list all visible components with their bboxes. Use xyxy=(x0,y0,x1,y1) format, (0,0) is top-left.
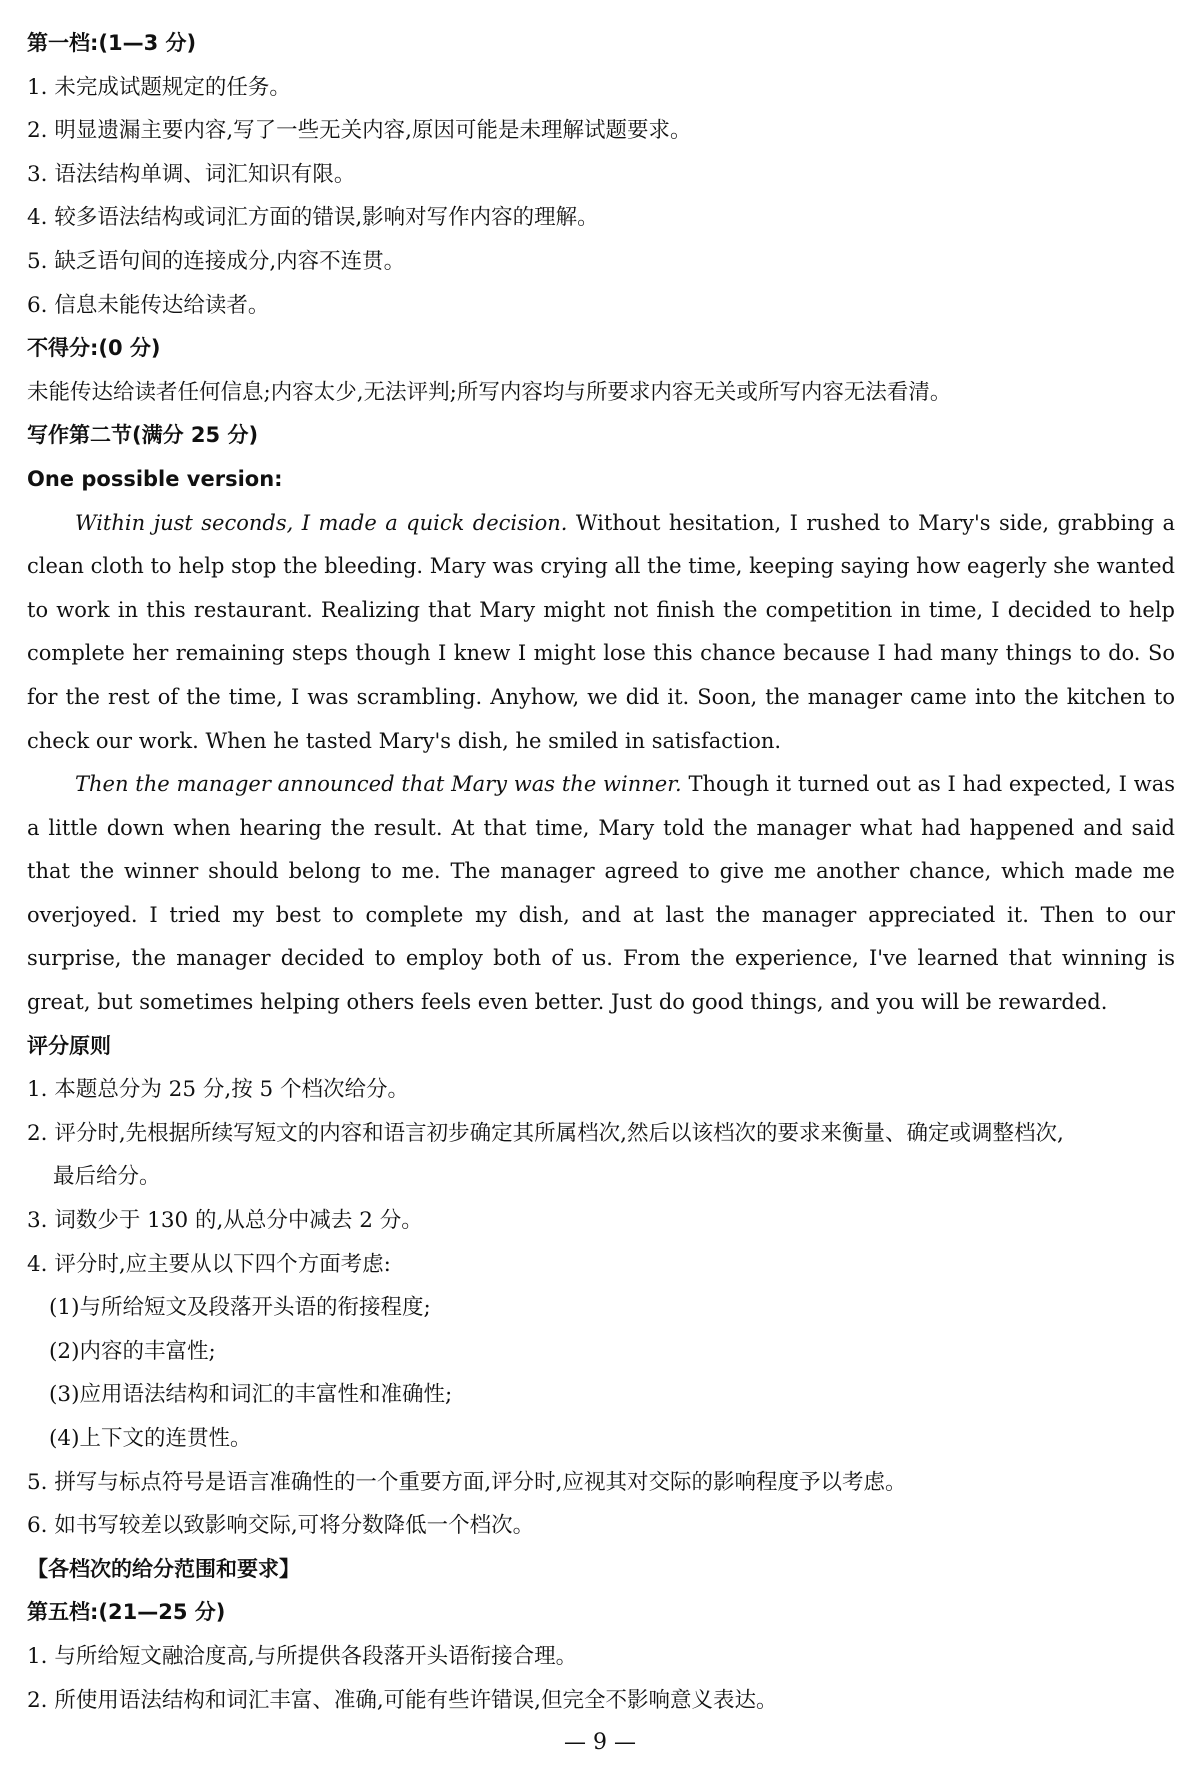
level1-heading: 第一档:(1—3 分) xyxy=(27,31,197,55)
principle-item: 5. 拼写与标点符号是语言准确性的一个重要方面,评分时,应视其对交际的影响程度予以考虑。 xyxy=(27,1469,907,1495)
principle-item: 6. 如书写较差以致影响交际,可将分数降低一个档次。 xyxy=(27,1513,535,1539)
level1-item: 2. 明显遗漏主要内容,写了一些无关内容,原因可能是未理解试题要求。 xyxy=(27,118,692,144)
sub-point: (1)与所给短文及段落开头语的衔接程度; xyxy=(49,1295,431,1321)
paragraph-2-lead: Then the manager announced that Mary was the winner. xyxy=(75,772,682,797)
sub-point: (4)上下文的连贯性。 xyxy=(49,1426,252,1451)
zero-text: 未能传达给读者任何信息;内容太少,无法评判;所写内容均与所要求内容无关或所写内容无法看清。 xyxy=(27,379,952,405)
page-number: — 9 — xyxy=(564,1730,636,1755)
paragraph-2-body: Though it turned out as I had expected, I was a little down when hearing the result. At that time, Mary told the manager what had happened and said that the winner should belong to me. The manager agreed to give me another chance, which made me overjoyed. I tried my best to complete my dish, and at last the manager appreciated it. Then to our surprise, the manager decided to employ both of us. From the experience, I've learned that winning is great, but sometimes helping others feels even better. Just do good things, and you will be rewarded. xyxy=(27,772,1175,1015)
principles-heading: 评分原则 xyxy=(27,1033,111,1058)
principle-item: 4. 评分时,应主要从以下四个方面考虑: xyxy=(27,1251,391,1277)
level1-item: 5. 缺乏语句间的连接成分,内容不连贯。 xyxy=(27,248,406,274)
level1-item: 1. 未完成试题规定的任务。 xyxy=(27,74,291,100)
sub-point: (3)应用语法结构和词汇的丰富性和准确性; xyxy=(49,1382,453,1408)
level5-item: 1. 与所给短文融洽度高,与所提供各段落开头语衔接合理。 xyxy=(27,1643,578,1669)
level5-item: 2. 所使用语法结构和词汇丰富、准确,可能有些许错误,但完全不影响意义表达。 xyxy=(27,1687,778,1713)
version-heading: One possible version: xyxy=(27,466,283,491)
part2-heading: 写作第二节(满分 25 分) xyxy=(27,423,259,448)
sub-point: (2)内容的丰富性; xyxy=(49,1338,216,1364)
level1-item: 3. 语法结构单调、词汇知识有限。 xyxy=(27,161,356,187)
paragraph-1-body: Without hesitation, I rushed to Mary's side, grabbing a clean cloth to help stop the bleeding. Mary was crying all the time, keeping saying how eagerly she wanted to work in this restaurant. Realizing that Mary might not finish the competition in time, I decided to help complete her remaining steps though I knew I might lose this chance because I had many things to do. So for the rest of the time, I was scrambling. Anyhow, we did it. Soon, the manager came into the kitchen to check our work. When he tasted Mary's dish, he smiled in satisfaction. xyxy=(27,510,1176,753)
principle-item: 2. 评分时,先根据所续写短文的内容和语言初步确定其所属档次,然后以该档次的要求来衡量、确定或调整档次, xyxy=(27,1120,1064,1146)
ranges-heading: 【各档次的给分范围和要求】 xyxy=(27,1556,300,1581)
principle-item: 1. 本题总分为 25 分,按 5 个档次给分。 xyxy=(27,1077,410,1103)
principle-item: 3. 词数少于 130 的,从总分中减去 2 分。 xyxy=(27,1208,423,1234)
essay-paragraph-2 xyxy=(27,763,1175,1025)
level1-item: 6. 信息未能传达给读者。 xyxy=(27,292,270,318)
paragraph-1-lead: Within just seconds, I made a quick decision. xyxy=(75,510,568,535)
level5-heading: 第五档:(21—25 分) xyxy=(27,1600,226,1625)
document-page xyxy=(27,22,1175,1722)
essay-paragraph-1 xyxy=(27,502,1175,764)
zero-heading: 不得分:(0 分) xyxy=(27,336,161,361)
principle-item-continued: 最后给分。 xyxy=(53,1164,161,1190)
level1-item: 4. 较多语法结构或词汇方面的错误,影响对写作内容的理解。 xyxy=(27,205,599,231)
